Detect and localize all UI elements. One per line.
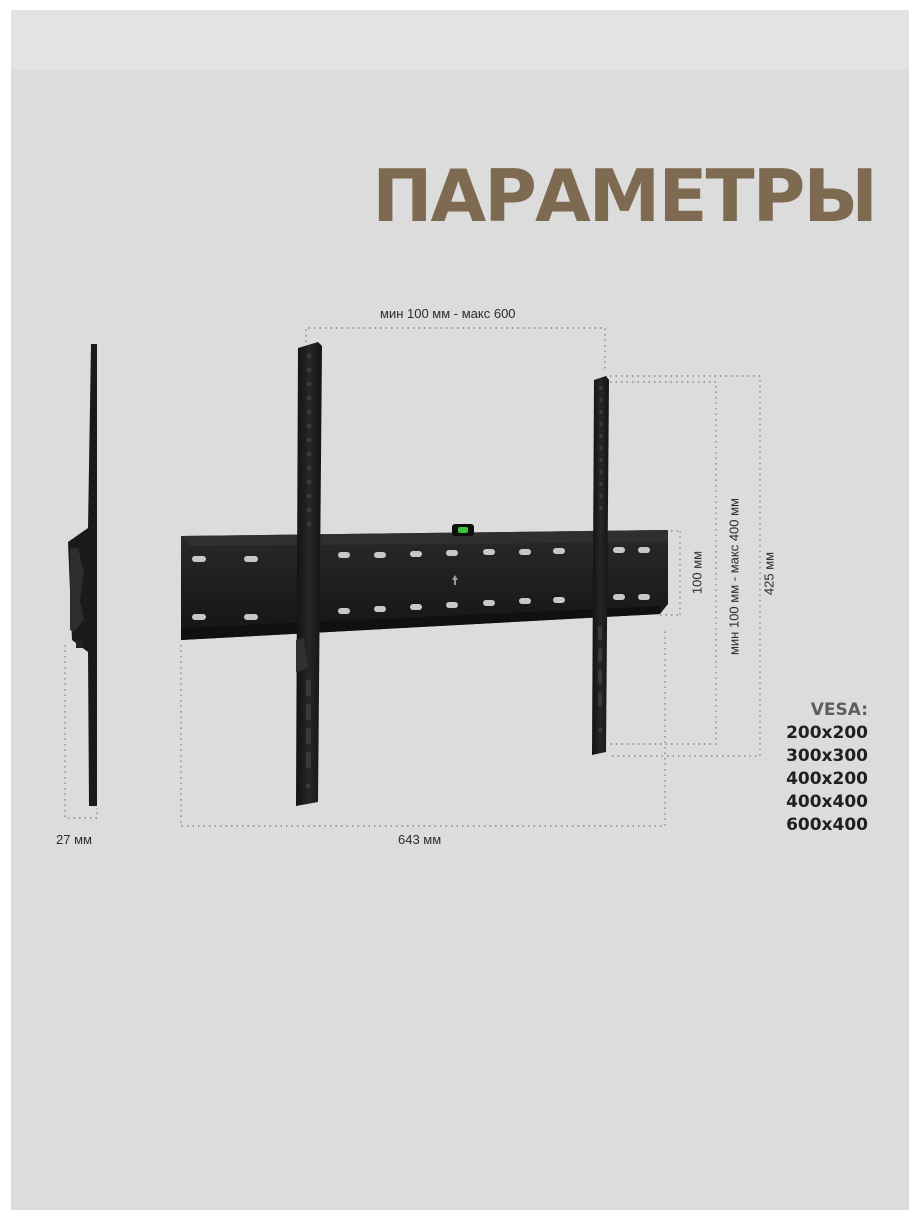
page-title: ПАРАМЕТРЫ: [372, 154, 876, 238]
bottom-width-label: 643 мм: [398, 832, 442, 847]
vesa-size: 200x200: [786, 723, 868, 743]
top-width-line: [306, 328, 605, 372]
side-view-foot: [76, 640, 82, 648]
vesa-size: 300x300: [786, 746, 868, 766]
vesa-title: VESA:: [810, 700, 868, 720]
vertical-range-label: мин 100 мм - макс 400 мм: [726, 498, 742, 656]
total-height-label: 425 мм: [761, 551, 777, 596]
plate-height-label: 100 мм: [689, 550, 705, 595]
vesa-block: [768, 698, 868, 837]
vesa-size: 600x400: [786, 815, 868, 835]
right-arm: [592, 376, 609, 755]
level-bubble: [458, 527, 468, 533]
vesa-size: 400x200: [786, 769, 868, 789]
left-arm: [296, 342, 322, 806]
top-width-label: мин 100 мм - макс 600: [380, 306, 516, 321]
vesa-size: 400x400: [786, 792, 868, 812]
side-view: [68, 344, 97, 806]
depth-label: 27 мм: [56, 832, 92, 847]
